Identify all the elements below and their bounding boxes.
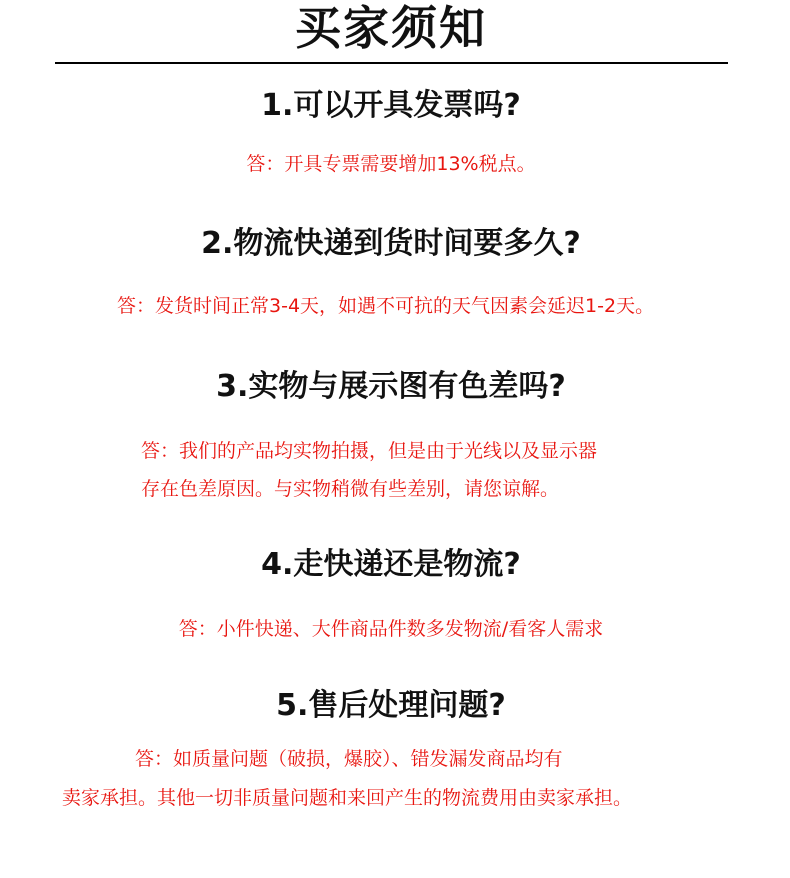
faq-answer-4: 答：小件快递、大件商品件数多发物流/看客人需求	[178, 618, 604, 640]
title-divider	[55, 62, 728, 64]
faq-question-1: 1.可以开具发票吗?	[261, 88, 521, 123]
faq-question-2: 2.物流快递到货时间要多久?	[201, 226, 581, 261]
page-title: 买家须知	[295, 1, 487, 55]
faq-answer-1: 答：开具专票需要增加13%税点。	[246, 153, 536, 175]
faq-question-4: 4.走快递还是物流?	[261, 547, 521, 582]
faq-answer-3-line-2: 存在色差原因。与实物稍微有些差别，请您谅解。	[141, 478, 560, 500]
faq-answer-5-line-1: 答：如质量问题（破损，爆胶）、错发漏发商品均有	[135, 748, 563, 770]
faq-question-3: 3.实物与展示图有色差吗?	[216, 369, 566, 404]
faq-answer-5-line-2: 卖家承担。其他一切非质量问题和来回产生的物流费用由卖家承担。	[62, 787, 633, 809]
faq-answer-2: 答：发货时间正常3-4天，如遇不可抗的天气因素会延迟1-2天。	[117, 295, 655, 317]
faq-question-5: 5.售后处理问题?	[276, 688, 506, 723]
faq-answer-3-line-1: 答：我们的产品均实物拍摄，但是由于光线以及显示器	[141, 440, 598, 462]
